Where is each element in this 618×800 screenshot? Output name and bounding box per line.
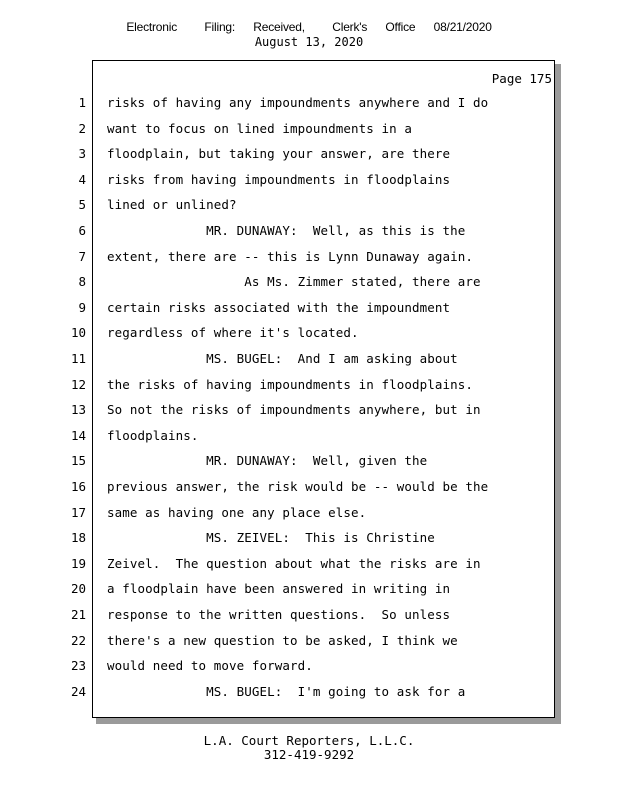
- line-number: 10: [70, 325, 86, 340]
- reporter-phone: 312-419-9292: [263, 747, 355, 762]
- transcript-line: response to the written questions. So unless: [107, 607, 451, 622]
- line-number: 8: [78, 274, 86, 289]
- line-number: 20: [70, 581, 86, 596]
- line-number: 7: [78, 249, 86, 264]
- transcript-line: As Ms. Zimmer stated, there are: [107, 274, 481, 289]
- line-number: 24: [70, 684, 86, 699]
- transcript-line: previous answer, the risk would be -- would be the: [107, 479, 489, 494]
- line-number: 17: [70, 505, 86, 520]
- transcript-line: same as having one any place else.: [107, 505, 367, 520]
- line-number: 19: [70, 556, 86, 571]
- transcript-line: risks from having impoundments in floodplains: [107, 172, 451, 187]
- line-number: 12: [70, 377, 86, 392]
- transcript-line: MR. DUNAWAY: Well, given the: [107, 453, 428, 468]
- transcript-line: MS. ZEIVEL: This is Christine: [107, 530, 435, 545]
- transcript-line: MS. BUGEL: I'm going to ask for a: [107, 684, 466, 699]
- line-number: 6: [78, 223, 86, 238]
- transcript-line: MS. BUGEL: And I am asking about: [107, 351, 458, 366]
- line-number: 3: [78, 146, 86, 161]
- line-number: 14: [70, 428, 86, 443]
- transcript-date: August 13, 2020: [254, 35, 364, 49]
- transcript-line: would need to move forward.: [107, 658, 313, 673]
- line-number: 21: [70, 607, 86, 622]
- line-number: 15: [70, 453, 86, 468]
- line-number: 18: [70, 530, 86, 545]
- transcript-line: floodplains.: [107, 428, 199, 443]
- line-number: 23: [70, 658, 86, 673]
- transcript-line: lined or unlined?: [107, 197, 237, 212]
- transcript-line: a floodplain have been answered in writing in: [107, 581, 451, 596]
- transcript-line: risks of having any impoundments anywhere and I do: [107, 95, 489, 110]
- line-number: 11: [70, 351, 86, 366]
- page-number: Page 175: [491, 71, 552, 86]
- transcript-line: MR. DUNAWAY: Well, as this is the: [107, 223, 466, 238]
- transcript-line: certain risks associated with the impoundment: [107, 300, 451, 315]
- transcript-line: there's a new question to be asked, I think we: [107, 633, 458, 648]
- line-number: 22: [70, 633, 86, 648]
- line-number: 13: [70, 402, 86, 417]
- transcript-line: want to focus on lined impoundments in a: [107, 121, 413, 136]
- transcript-line: Zeivel. The question about what the risks are in: [107, 556, 481, 571]
- line-number: 1: [78, 95, 86, 110]
- line-number: 9: [78, 300, 86, 315]
- line-number: 5: [78, 197, 86, 212]
- filing-stamp: Electronic Filing: Received, Clerk's Office 08/21/2020: [126, 20, 492, 34]
- line-number: 4: [78, 172, 86, 187]
- line-number: 2: [78, 121, 86, 136]
- transcript-line: the risks of having impoundments in floodplains.: [107, 377, 474, 392]
- transcript-line: So not the risks of impoundments anywhere, but in: [107, 402, 481, 417]
- line-number: 16: [70, 479, 86, 494]
- transcript-line: regardless of where it's located.: [107, 325, 359, 340]
- transcript-line: floodplain, but taking your answer, are there: [107, 146, 451, 161]
- reporter-company: L.A. Court Reporters, L.L.C.: [203, 733, 415, 748]
- transcript-line: extent, there are -- this is Lynn Dunaway again.: [107, 249, 474, 264]
